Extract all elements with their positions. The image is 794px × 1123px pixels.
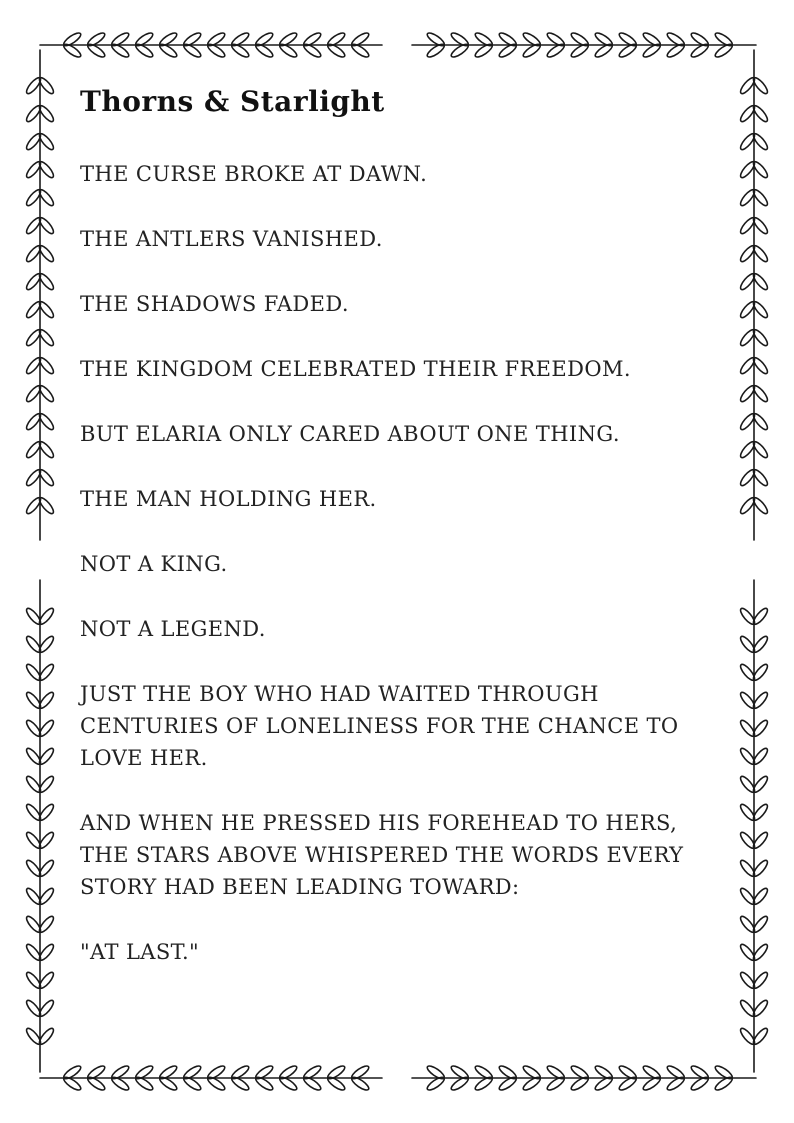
paragraph-4: THE KINGDOM CELEBRATED THEIR FREEDOM. [80,357,631,381]
paragraph-5: BUT ELARIA ONLY CARED ABOUT ONE THING. [80,422,620,446]
paragraph-7: NOT A KING. [80,552,228,576]
paragraph-2: THE ANTLERS VANISHED. [80,227,383,251]
story-text [80,158,720,968]
paragraph-9: JUST THE BOY WHO HAD WAITED THROUGH CENTURIES OF LONELINESS FOR THE CHANCE TO LOVE HER. [80,682,679,770]
paragraph-3: THE SHADOWS FADED. [80,292,349,316]
page-title: Thorns & Starlight [80,85,385,118]
paragraph-1: THE CURSE BROKE AT DAWN. [80,162,428,186]
paragraph-11: "AT LAST." [80,940,200,964]
paragraph-6: THE MAN HOLDING HER. [80,487,377,511]
page-content [80,85,720,1001]
paragraph-8: NOT A LEGEND. [80,617,266,641]
paragraph-10: AND WHEN HE PRESSED HIS FOREHEAD TO HERS, THE STARS ABOVE WHISPERED THE WORDS EVERY STORY HAD BEEN LEADING TOWARD: [80,811,684,899]
